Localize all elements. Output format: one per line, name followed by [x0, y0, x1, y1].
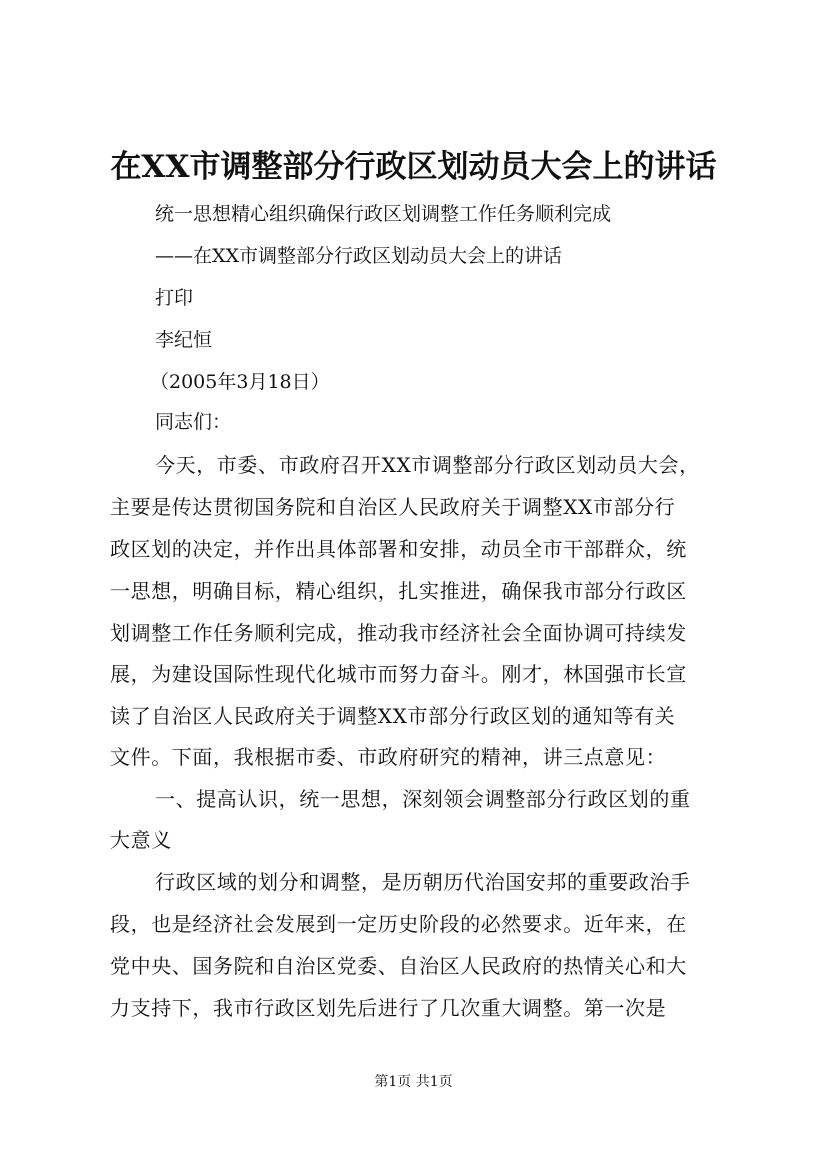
paragraph-1-line: 今天，市委、市政府召开XX市调整部分行政区划动员大会， — [155, 453, 700, 477]
paragraph-1-line: 政区划的决定，并作出具体部署和安排，动员全市干部群众，统 — [110, 537, 687, 561]
page-number-footer: 第1页 共1页 — [374, 1074, 453, 1090]
paragraph-2-line: 党中央、国务院和自治区党委、自治区人民政府的热情关心和大 — [110, 954, 687, 978]
paragraph-1-line: 一思想，明确目标，精心组织，扎实推进，确保我市部分行政区 — [110, 579, 687, 603]
paragraph-1-line: 展，为建设国际性现代化城市而努力奋斗。刚才，林国强市长宣 — [110, 662, 687, 686]
paragraph-1-line: 文件。下面，我根据市委、市政府研究的精神，讲三点意见： — [110, 745, 667, 769]
paragraph-1-line: 读了自治区人民政府关于调整XX市部分行政区划的通知等有关 — [110, 704, 676, 728]
paragraph-1-line: 主要是传达贯彻国务院和自治区人民政府关于调整XX市部分行 — [110, 495, 676, 519]
subtitle-line-2: ——在XX市调整部分行政区划动员大会上的讲话 — [155, 245, 563, 267]
document-title: 在XX市调整部分行政区划动员大会上的讲话 — [110, 149, 717, 185]
salutation: 同志们： — [155, 411, 232, 433]
paragraph-2-line: 段，也是经济社会发展到一定历史阶段的必然要求。近年来，在 — [110, 912, 687, 936]
speech-date: （2005年3月18日） — [150, 371, 330, 393]
print-label: 打印 — [155, 287, 194, 309]
section-heading-line: 一、提高认识，统一思想，深刻领会调整部分行政区划的重 — [155, 787, 691, 811]
paragraph-1-line: 划调整工作任务顺利完成，推动我市经济社会全面协调可持续发 — [110, 621, 687, 645]
paragraph-2-line: 行政区域的划分和调整，是历朝历代治国安邦的重要政治手 — [155, 870, 691, 894]
author-name: 李纪恒 — [155, 329, 213, 351]
paragraph-2-line: 力支持下，我市行政区划先后进行了几次重大调整。第一次是 — [110, 996, 667, 1020]
subtitle-line-1: 统一思想精心组织确保行政区划调整工作任务顺利完成 — [155, 203, 612, 225]
section-heading-line: 大意义 — [110, 828, 172, 852]
